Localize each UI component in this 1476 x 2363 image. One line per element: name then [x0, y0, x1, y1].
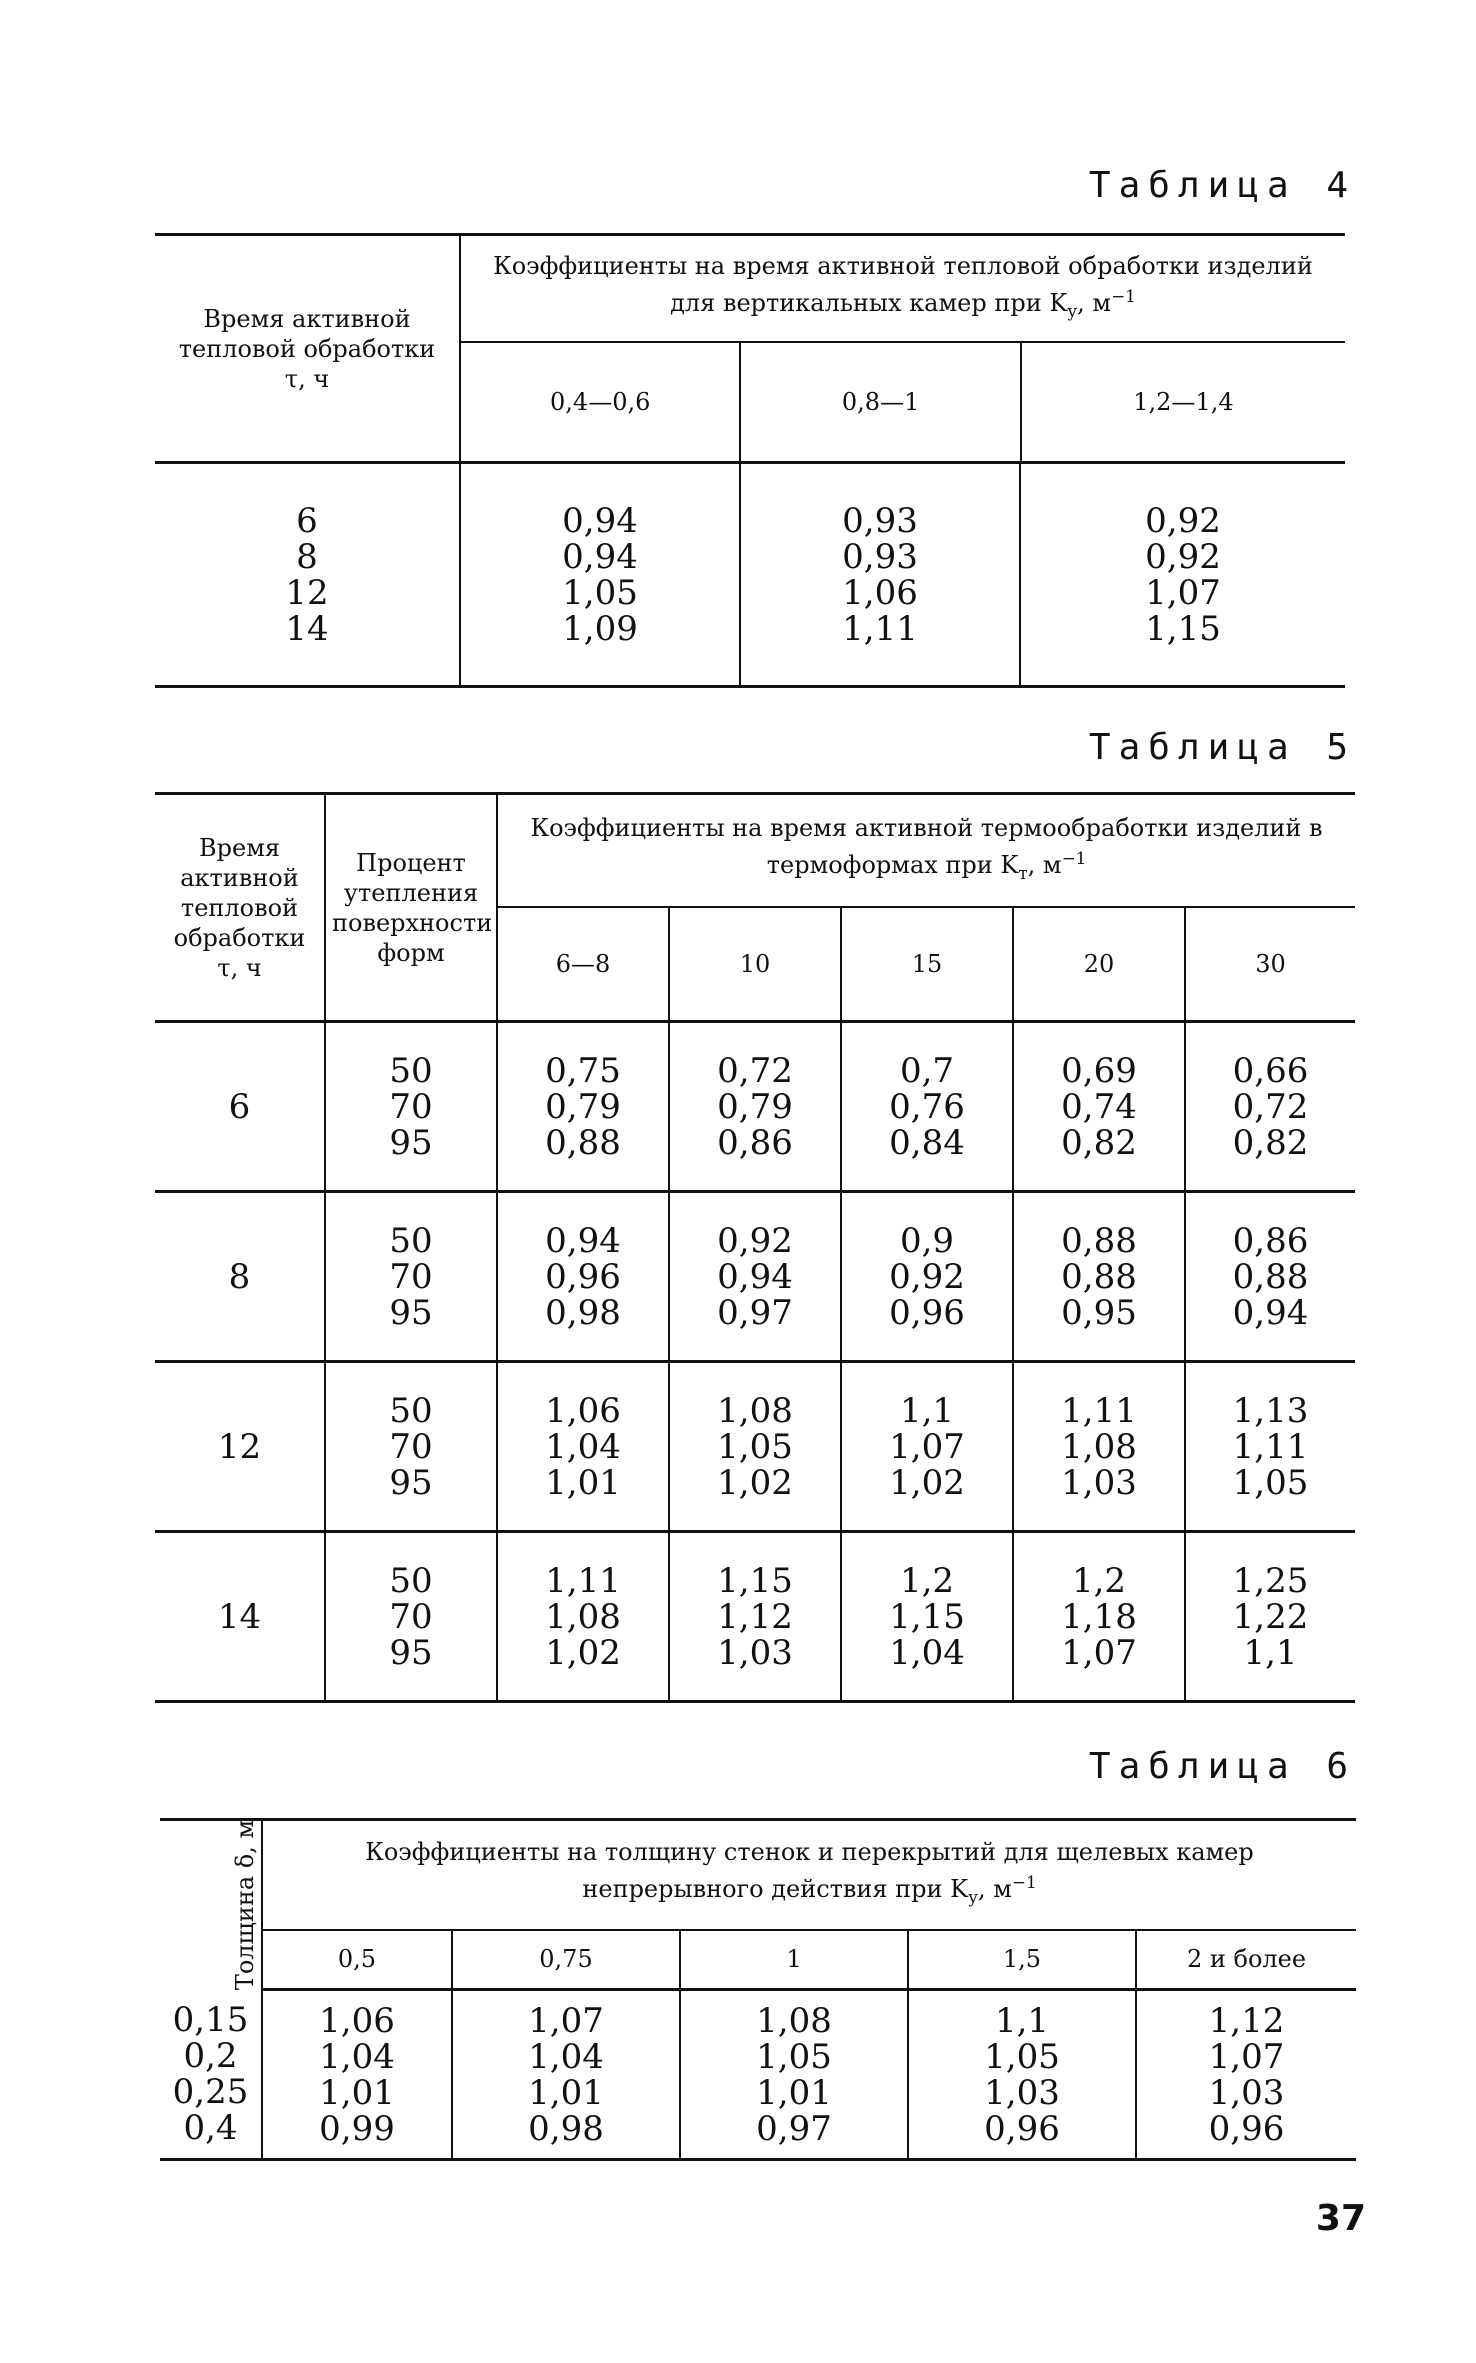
table6-col-header: 1,5: [908, 1930, 1136, 1990]
table5-value-cell: 1,13 1,11 1,05: [1185, 1362, 1355, 1532]
table4-value-cell: 0,92 0,92 1,07 1,15: [1020, 463, 1345, 687]
table6-group-header: Коэффициенты на толщину стенок и перекрытий для щелевых камер непрерывного действия при $K_у$, $м^{-1}$: [262, 1820, 1356, 1930]
table5-value-cell: 0,88 0,88 0,95: [1013, 1192, 1185, 1362]
table5-caption: Таблица 5: [1088, 727, 1356, 768]
table4-col-header: 1,2—1,4: [1020, 343, 1345, 461]
table5-pct-header: Процент утепления поверхности форм: [325, 794, 497, 1022]
table6-col-header: 2 и более: [1136, 1930, 1356, 1990]
table5-value-cell: 0,94 0,96 0,98: [497, 1192, 669, 1362]
table5-pct-cell: 50 70 95: [325, 1192, 497, 1362]
table5-group-row: [155, 1022, 1355, 1192]
table6-value-cell: 1,06 1,04 1,01 0,99: [262, 1990, 452, 2160]
table5-value-cell: 0,66 0,72 0,82: [1185, 1022, 1355, 1192]
table4-value-cell: 0,94 0,94 1,05 1,09: [460, 463, 740, 687]
table5-col-header: 30: [1185, 907, 1355, 1022]
table5: [155, 792, 1355, 1703]
table4-group-header: Коэффициенты на время активной тепловой обработки изделий для вертикальных камер при $K_у$, $м^{-1}$: [493, 252, 1313, 321]
table4-col-header: 0,8—1: [739, 343, 1019, 461]
table6-value-cell: 1,12 1,07 1,03 0,96: [1136, 1990, 1356, 2160]
table5-value-cell: 0,69 0,74 0,82: [1013, 1022, 1185, 1192]
table4-caption: Таблица 4: [1088, 165, 1356, 206]
table5-value-cell: 1,08 1,05 1,02: [669, 1362, 841, 1532]
table6-col-header: 1: [680, 1930, 908, 1990]
table6-value-cell: 1,1 1,05 1,03 0,96: [908, 1990, 1136, 2160]
table5-value-cell: 0,92 0,94 0,97: [669, 1192, 841, 1362]
table5-col-header: 15: [841, 907, 1013, 1022]
table6-caption: Таблица 6: [1088, 1746, 1356, 1787]
table5-row-header: Время активной тепловой обработки τ, ч: [173, 833, 306, 982]
table5-time-cell: 12: [155, 1362, 325, 1532]
table5-value-cell: 1,06 1,04 1,01: [497, 1362, 669, 1532]
table5-group-header: Коэффициенты на время активной термообработки изделий в термоформах при $K_т$, $м^{-1}$: [497, 794, 1355, 907]
table4-time-cell: 6 8 12 14: [285, 500, 329, 649]
table5-value-cell: 0,72 0,79 0,86: [669, 1022, 841, 1192]
table5-time-cell: 14: [155, 1532, 325, 1702]
table5-value-cell: 0,9 0,92 0,96: [841, 1192, 1013, 1362]
table5-value-cell: 1,2 1,15 1,04: [841, 1532, 1013, 1702]
table6-row-header: Толщина δ, м: [231, 1820, 260, 1991]
table5-value-cell: 0,7 0,76 0,84: [841, 1022, 1013, 1192]
table4-row-header: Время активной тепловой обработки τ, ч: [155, 235, 460, 463]
table4-col-header: 0,4—0,6: [550, 388, 651, 416]
page-number: 37: [1315, 2198, 1366, 2239]
table5-pct-cell: 50 70 95: [325, 1362, 497, 1532]
table5-value-cell: 1,1 1,07 1,02: [841, 1362, 1013, 1532]
table6-thickness-cell: 0,15 0,2 0,25 0,4: [172, 1999, 249, 2148]
table5-col-header: 20: [1013, 907, 1185, 1022]
table5-value-cell: 1,2 1,18 1,07: [1013, 1532, 1185, 1702]
table6-value-cell: 1,07 1,04 1,01 0,98: [452, 1990, 680, 2160]
table5-group-row: [155, 1362, 1355, 1532]
table5-pct-cell: 50 70 95: [325, 1532, 497, 1702]
table6-value-cell: 1,08 1,05 1,01 0,97: [680, 1990, 908, 2160]
table5-col-header: 6—8: [497, 907, 669, 1022]
table5-group-row: [155, 1532, 1355, 1702]
table5-value-cell: 1,11 1,08 1,02: [497, 1532, 669, 1702]
table5-value-cell: 1,11 1,08 1,03: [1013, 1362, 1185, 1532]
table5-value-cell: 1,25 1,22 1,1: [1185, 1532, 1355, 1702]
table5-value-cell: 0,75 0,79 0,88: [497, 1022, 669, 1192]
table6-col-header: 0,5: [262, 1930, 452, 1990]
table4-value-cell: 0,93 0,93 1,06 1,11: [740, 463, 1020, 687]
table6: [160, 1818, 1356, 2161]
table5-pct-cell: 50 70 95: [325, 1022, 497, 1192]
table5-value-cell: 0,86 0,88 0,94: [1185, 1192, 1355, 1362]
table5-time-cell: 8: [155, 1192, 325, 1362]
table5-group-row: [155, 1192, 1355, 1362]
table5-value-cell: 1,15 1,12 1,03: [669, 1532, 841, 1702]
table4: [155, 233, 1345, 688]
table5-time-cell: 6: [155, 1022, 325, 1192]
table6-col-header: 0,75: [452, 1930, 680, 1990]
table5-col-header: 10: [669, 907, 841, 1022]
